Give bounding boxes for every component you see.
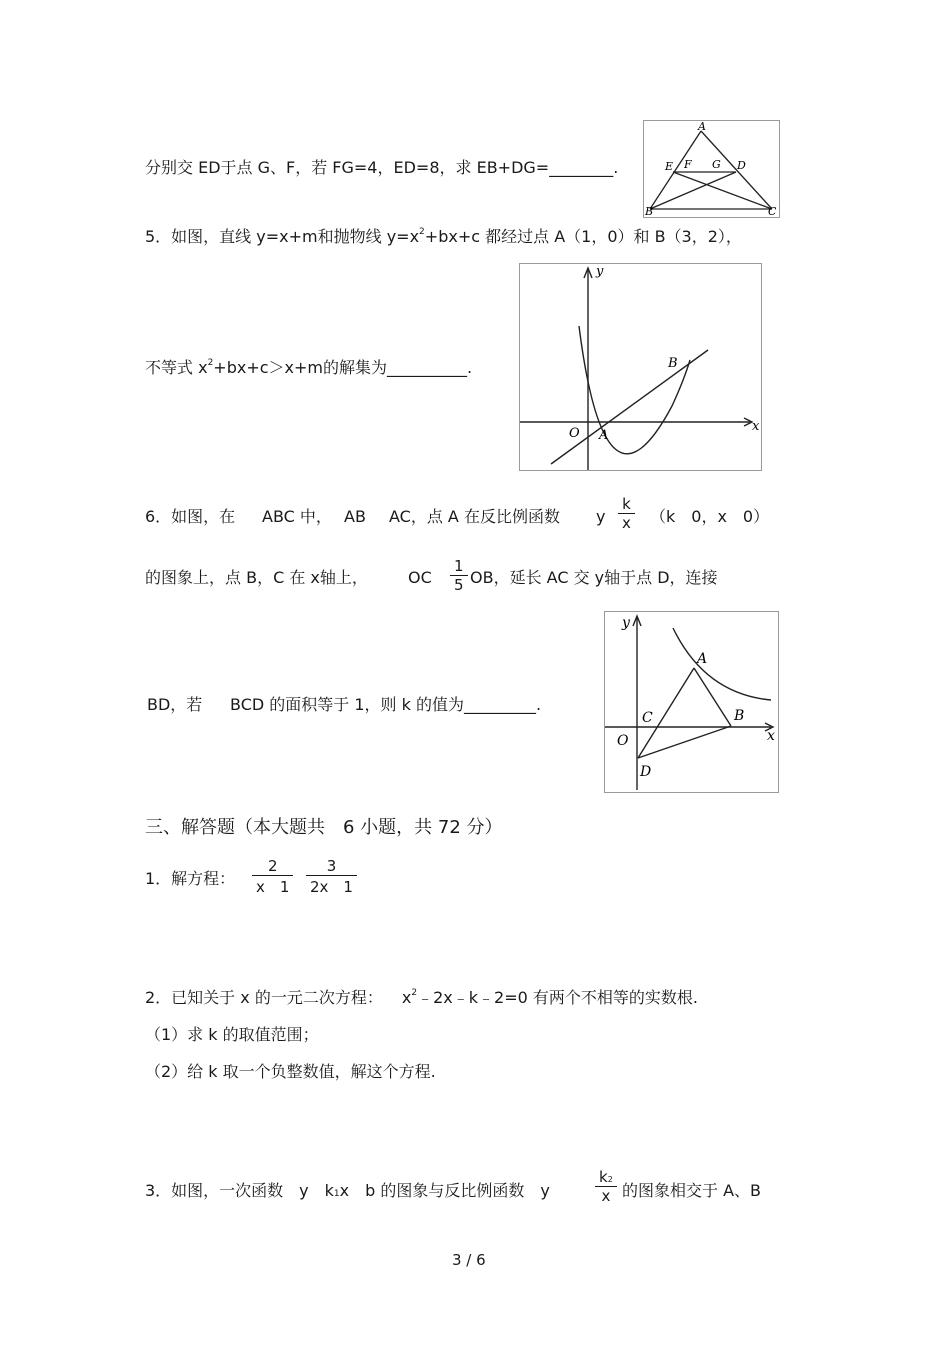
q5-ineq-a: 不等式 x <box>145 358 208 377</box>
q6-graph-figure <box>604 611 779 793</box>
q6-text-g: 的图象上，点 B，C 在 x轴上， <box>145 568 368 587</box>
q6-line1-c <box>344 507 366 527</box>
q6-text-i: OB，延长 AC 交 y轴于点 D，连接 <box>470 568 718 587</box>
q6-text-e: y <box>596 507 606 526</box>
q5-graph-figure <box>519 263 762 471</box>
q5-label-O: O <box>569 426 580 441</box>
q5-blank: __________. <box>387 358 473 377</box>
q6-line2-b <box>408 568 432 588</box>
p3-frac-den: x <box>601 1187 611 1205</box>
q6-text-h: OC <box>408 568 432 587</box>
q6-line3-a <box>147 695 202 715</box>
q4-blank: ________. <box>549 158 619 177</box>
q6-label-B: B <box>734 708 745 724</box>
q5-label-y: y <box>596 264 604 279</box>
q6-frac2-num: 1 <box>454 557 464 575</box>
p1-fraction-1 <box>252 857 293 897</box>
p2-line1 <box>145 988 698 1011</box>
p2-sup: 2 <box>411 988 418 998</box>
section3-heading: 三、解答题（本大题共 6 小题，共 72 分） <box>145 817 503 838</box>
p3-line <box>145 1181 550 1204</box>
q5-text-b: +bx+c 都经过点 A（1，0）和 B（3，2）， <box>424 227 742 246</box>
p1-label: 1．解方程： <box>145 869 236 888</box>
p3-fraction-k2-over-x <box>595 1168 617 1205</box>
p2-text-c: ﹣2x﹣k﹣2=0 有两个不相等的实数根. <box>417 988 698 1007</box>
q6-label-y: y <box>622 615 630 631</box>
p3-frac-num-sub: 2 <box>607 1175 613 1184</box>
q6-text-j: BD，若 <box>147 695 203 714</box>
q5-ineq-sup: 2 <box>207 358 214 368</box>
q5-label-x: x <box>752 419 760 434</box>
p2-sub2: （2）给 k 取一个负整数值，解这个方程. <box>145 1062 436 1081</box>
page-number: 3 / 6 <box>452 1251 486 1269</box>
q6-text-c: AB <box>344 507 366 526</box>
p3-sub1: 1 <box>333 1189 340 1199</box>
p3-text-a: 3．如图，一次函数 y k <box>145 1181 334 1200</box>
q6-line1-e <box>596 507 605 527</box>
q5-ineq-b: +bx+c＞x+m的解集为 <box>213 358 387 377</box>
q5-text-a: 5．如图，直线 y=x+m和抛物线 y=x <box>145 227 420 246</box>
q6-label-C: C <box>642 710 653 726</box>
q6-text-a: 6．如图，在 <box>145 507 236 526</box>
q6-label-x: x <box>767 728 775 744</box>
q4-label-G: G <box>712 158 721 171</box>
q6-blank: _________. <box>463 695 542 714</box>
q5-label-A: A <box>599 428 609 443</box>
q6-label-O: O <box>617 733 629 749</box>
q6-label-A: A <box>697 651 708 667</box>
q5-question-line2 <box>145 358 472 381</box>
p2-text-a: 2．已知关于 x 的一元二次方程： <box>145 988 383 1007</box>
q4-triangle-figure <box>643 120 780 218</box>
q5-sup: 2 <box>419 227 425 237</box>
q6-label-D: D <box>640 764 652 780</box>
p1-f1-den: x 1 <box>256 878 290 896</box>
p3-line-tail: 的图象相交于 A、B <box>622 1181 762 1200</box>
q6-text-f: （k 0，x 0） <box>650 507 770 526</box>
q4-label-E: E <box>665 160 674 173</box>
q4-label-C: C <box>768 205 777 217</box>
q6-fraction-1-over-5 <box>450 557 468 594</box>
q4-label-D: D <box>737 159 746 172</box>
p2-text-b: x <box>401 988 412 1007</box>
q5-label-B: B <box>668 356 678 371</box>
q4-label-A: A <box>698 121 706 133</box>
q6-fraction-k-over-x <box>618 495 635 532</box>
q6-line1-d <box>389 507 560 527</box>
p2-sub1: （1）求 k 的取值范围； <box>145 1025 319 1044</box>
q6-frac-num: k <box>622 495 631 513</box>
q6-line1-a <box>145 507 235 527</box>
q6-frac-den: x <box>622 514 631 532</box>
p1-f1-num: 2 <box>267 857 278 875</box>
q4-label-F: F <box>684 158 692 171</box>
q6-line1-f <box>650 507 769 527</box>
q6-text-b: ABC 中， <box>262 507 332 526</box>
q6-line1-b <box>262 507 332 527</box>
q6-line3-b <box>230 695 541 715</box>
q6-text-k: BCD 的面积等于 1，则 k 的值为 <box>230 695 464 714</box>
q4-label-B: B <box>645 205 654 217</box>
p1-fraction-2 <box>306 857 357 897</box>
q4-text: 分别交 ED于点 G、F，若 FG=4，ED=8，求 EB+DG= <box>145 158 550 177</box>
p3-frac-num: k <box>599 1168 608 1186</box>
q6-line2-a <box>145 568 368 588</box>
p3-text-b: x b 的图象与反比例函数 y <box>339 1181 550 1200</box>
q5-question-line1 <box>145 227 742 250</box>
q6-text-d: AC，点 A 在反比例函数 <box>389 507 560 526</box>
q6-frac2-den: 5 <box>454 576 464 594</box>
p1-f2-num: 3 <box>326 857 337 875</box>
q4-question-text <box>145 158 618 178</box>
q6-line2-c <box>470 568 718 588</box>
p1-f2-den: 2x 1 <box>310 878 353 896</box>
